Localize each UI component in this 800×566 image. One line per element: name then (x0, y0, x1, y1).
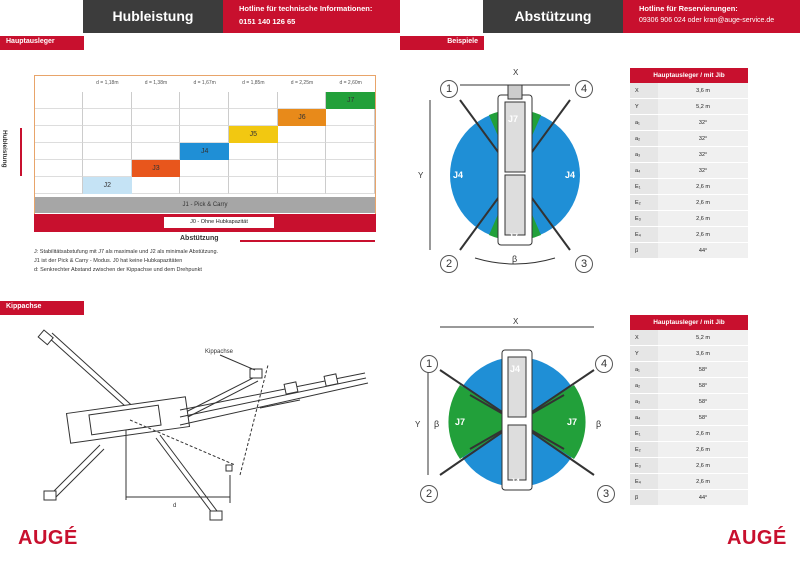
chart-grid-cell (278, 177, 327, 194)
chart-level-j4: J4 (180, 143, 229, 160)
j7-right-label-2: J7 (567, 417, 578, 427)
num-3-label-2: 3 (602, 488, 610, 500)
j1-band (35, 197, 375, 213)
spec-table-2-key: a₂ (630, 378, 658, 394)
header-left-hotline (223, 0, 400, 33)
chart-grid-cell (35, 109, 83, 126)
spec-table-2-row (630, 474, 748, 490)
logo-text: AUGÉ (727, 527, 787, 549)
chart-column-label: d = 2,60m (339, 80, 362, 86)
chart-grid-cell (278, 92, 327, 109)
spec-table-2-key: β (630, 490, 658, 506)
chart-grid-cell (229, 109, 278, 126)
num-4-label-2: 4 (600, 358, 608, 370)
spec-table-2-value: 2,6 m (658, 426, 748, 442)
abstuetzung-axis-marker (240, 240, 375, 242)
spec-table-2-key: E₁ (630, 426, 658, 442)
spec-table-1-row (630, 83, 748, 99)
chart-grid-cell (278, 143, 327, 160)
chart-grid-cell (326, 109, 375, 126)
spec-table-1-key: E₄ (630, 227, 658, 243)
chart-grid-cell (326, 126, 375, 143)
spec-table-2-key: a₄ (630, 410, 658, 426)
chart-grid-cell (278, 126, 327, 143)
note-line-3: d: Senkrechter Abstand zwischen der Kippachse und dem Drehpunkt (34, 267, 202, 273)
chart-column-label: d = 1,67m (193, 80, 216, 86)
chart-grid-cell (83, 126, 132, 143)
dim-y-label: Y (418, 171, 424, 180)
j0-band (34, 214, 376, 232)
spec-table-2-key: a₁ (630, 362, 658, 378)
spec-table-1-key: a₃ (630, 147, 658, 163)
spec-table-2-value: 2,6 m (658, 442, 748, 458)
spec-table-2-value: 2,6 m (658, 458, 748, 474)
chart-column-label: d = 1,85m (242, 80, 265, 86)
spec-table-2-value: 58° (658, 378, 748, 394)
chart-grid-cell (35, 160, 83, 177)
chart-grid-cell (83, 109, 132, 126)
spec-table-1-value: 44° (658, 243, 748, 259)
spec-table-2-row (630, 410, 748, 426)
beta-right-label: β (596, 419, 602, 429)
spec-table-1-value: 2,6 m (658, 227, 748, 243)
chart-grid-cell (326, 160, 375, 177)
spec-table-2-value: 58° (658, 362, 748, 378)
header-left-title-box (83, 0, 223, 33)
outrigger-diagram-2 (410, 315, 610, 515)
num-1-circle-2 (420, 355, 438, 373)
chart-grid-cell (132, 177, 181, 194)
chart-grid-cell (35, 126, 83, 143)
spec-table-2-value: 44° (658, 490, 748, 506)
chart-grid (35, 76, 375, 196)
abstuetzung-axis-label (180, 235, 219, 242)
spec-table-1-row (630, 211, 748, 227)
spec-table-1-row (630, 163, 748, 179)
chart-grid-cell (278, 160, 327, 177)
notes (34, 248, 218, 275)
spec-table-2-title: Hauptausleger / mit Jib (630, 315, 748, 330)
hotline-tech-value: 0151 140 126 65 (239, 17, 296, 26)
chart-level-j7: J7 (326, 92, 375, 109)
chart-level-j5: J5 (229, 126, 278, 143)
spec-table-2-value: 5,2 m (658, 330, 748, 346)
spec-table-1-body (630, 83, 748, 259)
chart-grid-cell (180, 126, 229, 143)
spec-table-2-row (630, 490, 748, 506)
j7-top-label: J7 (508, 114, 519, 124)
note-line-2: J1 ist der Pick & Carry - Modus. J0 hat keine Hubkapazitäten (34, 258, 183, 264)
chart-grid-cell (35, 143, 83, 160)
header-right-title-box (483, 0, 623, 33)
chart-level-j6: J6 (278, 109, 327, 126)
spec-table-1-value: 2,6 m (658, 179, 748, 195)
section-tag-label: Kippachse (6, 303, 42, 310)
spec-table-2-row (630, 346, 748, 362)
spec-table-2-row (630, 394, 748, 410)
spec-table-1-key: E₁ (630, 179, 658, 195)
j7-bottom-label: J7 (508, 232, 519, 242)
chart-grid-cell (326, 143, 375, 160)
spec-table-2-key: X (630, 330, 658, 346)
header-right-title: Abstützung (514, 8, 592, 24)
kippachse-diagram (30, 325, 375, 525)
spec-table-1-key: Y (630, 99, 658, 115)
j4-bottom-label-2: J4 (510, 477, 521, 487)
chart-level-j2: J2 (83, 177, 132, 194)
chart-grid-cell (326, 177, 375, 194)
spec-table-1-value: 2,6 m (658, 195, 748, 211)
spec-table-2-row (630, 458, 748, 474)
chart-axis-marker (20, 128, 22, 176)
beta-left-label: β (434, 419, 440, 429)
chart-grid-cell (229, 92, 278, 109)
chart-grid-cell (132, 109, 181, 126)
chart-axis-label (0, 130, 8, 190)
j1-label: J1 - Pick & Carry (182, 202, 228, 208)
header-right-hotline (623, 0, 800, 33)
chart-grid-cell (83, 92, 132, 109)
spec-table-2-row (630, 362, 748, 378)
spec-table-2-value: 58° (658, 410, 748, 426)
chart-grid-cell (180, 109, 229, 126)
j7-left-label-2: J7 (455, 417, 466, 427)
spec-table-1-key: a₄ (630, 163, 658, 179)
spec-table-1-row (630, 227, 748, 243)
chart-grid-cell (83, 160, 132, 177)
spec-table-2-row (630, 426, 748, 442)
num-2-circle (440, 255, 458, 273)
beta-label: β (512, 254, 518, 264)
spec-table-2-row (630, 442, 748, 458)
spec-table-2-row (630, 330, 748, 346)
spec-table-2-key: a₃ (630, 394, 658, 410)
spec-table-1-value: 2,6 m (658, 211, 748, 227)
spec-table-1-value: 32° (658, 115, 748, 131)
spec-table-1-value: 32° (658, 147, 748, 163)
spec-table-2-key: Y (630, 346, 658, 362)
chart-grid-cell (132, 92, 181, 109)
spec-table-2-value: 58° (658, 394, 748, 410)
num-1-circle (440, 80, 458, 98)
section-tag-beispiele (400, 36, 484, 50)
chart-column-label: d = 1,18m (96, 80, 119, 86)
spec-table-1-value: 32° (658, 131, 748, 147)
hotline-reservation-label: Hotline für Reservierungen: (639, 4, 738, 13)
chart-column-label: d = 1,38m (144, 80, 168, 86)
chart-grid-cell (132, 143, 181, 160)
j4-right-label: J4 (565, 170, 576, 180)
spec-table-1-row (630, 115, 748, 131)
num-4-circle (575, 80, 593, 98)
chart-grid-cell (229, 177, 278, 194)
num-2-label: 2 (445, 258, 453, 270)
section-tag-label: Beispiele (447, 38, 478, 45)
num-1-label: 1 (445, 83, 453, 95)
kippachse-label: Kippachse (205, 349, 234, 355)
hotline-reservation-value: 09306 906 024 oder kran@auge-service.de (639, 17, 775, 24)
num-3-label: 3 (580, 258, 588, 270)
j0-label-box (164, 217, 274, 228)
j0-label: J0 - Ohne Hubkapazität (190, 219, 248, 225)
logo-text: AUGÉ (18, 527, 78, 549)
spec-table-1-key: E₂ (630, 195, 658, 211)
hubleistung-chart (34, 75, 376, 232)
dim-x-label: X (513, 68, 519, 77)
spec-table-2-key: E₂ (630, 442, 658, 458)
spec-table-1-key: a₂ (630, 131, 658, 147)
chart-grid-cell (180, 92, 229, 109)
d-label: d (173, 503, 177, 509)
spec-table-1-key: X (630, 83, 658, 99)
chart-axis-label-text: Hubleistung (1, 130, 8, 168)
hotline-tech-label: Hotline für technische Informationen: (239, 4, 373, 13)
spec-table-1 (630, 68, 748, 259)
auge-logo-right (727, 527, 787, 550)
spec-table-1-row (630, 179, 748, 195)
num-3-circle (575, 255, 593, 273)
spec-table-2 (630, 315, 748, 506)
spec-table-1-value: 5,2 m (658, 99, 748, 115)
dim-x-label-2: X (513, 317, 519, 326)
num-1-label-2: 1 (425, 358, 433, 370)
num-3-circle-2 (597, 485, 615, 503)
auge-logo-left (18, 527, 78, 550)
spec-table-2-body (630, 330, 748, 506)
num-2-circle-2 (420, 485, 438, 503)
spec-table-1-value: 3,6 m (658, 83, 748, 99)
j4-left-label: J4 (453, 170, 464, 180)
section-tag-kippachse (0, 301, 84, 315)
spec-table-2-key: E₄ (630, 474, 658, 490)
spec-table-1-row (630, 243, 748, 259)
num-4-circle-2 (595, 355, 613, 373)
chart-grid-cell (229, 143, 278, 160)
section-tag-label: Hauptausleger (6, 38, 55, 45)
chart-grid-cell (35, 92, 83, 109)
note-line-1: J: Stabilitätsabstufung mit J7 als maximale und J2 als minimale Abstützung. (34, 249, 219, 255)
header-left-title: Hubleistung (112, 8, 194, 24)
chart-grid-cell (83, 143, 132, 160)
spec-table-1-key: E₃ (630, 211, 658, 227)
abstuetzung-axis-label-text: Abstützung (180, 235, 219, 242)
spec-table-1-key: β (630, 243, 658, 259)
spec-table-2-value: 3,6 m (658, 346, 748, 362)
chart-grid-cell (229, 160, 278, 177)
spec-table-2-key: E₃ (630, 458, 658, 474)
dim-y-label-2: Y (415, 420, 421, 429)
section-tag-hauptausleger (0, 36, 84, 50)
chart-column-label: d = 2,25m (290, 80, 314, 86)
j4-top-label-2: J4 (510, 364, 521, 374)
chart-level-j3: J3 (132, 160, 181, 177)
spec-table-2-value: 2,6 m (658, 474, 748, 490)
spec-table-1-row (630, 131, 748, 147)
spec-table-1-title: Hauptausleger / mit Jib (630, 68, 748, 83)
spec-table-1-row (630, 147, 748, 163)
spec-table-1-value: 32° (658, 163, 748, 179)
spec-table-1-row (630, 195, 748, 211)
chart-grid-cell (132, 126, 181, 143)
spec-table-2-row (630, 378, 748, 394)
num-2-label-2: 2 (425, 488, 433, 500)
num-4-label: 4 (580, 83, 588, 95)
chart-grid-cell (180, 160, 229, 177)
spec-table-1-key: a₁ (630, 115, 658, 131)
chart-grid-cell (35, 177, 83, 194)
chart-grid-cell (180, 177, 229, 194)
spec-table-1-row (630, 99, 748, 115)
